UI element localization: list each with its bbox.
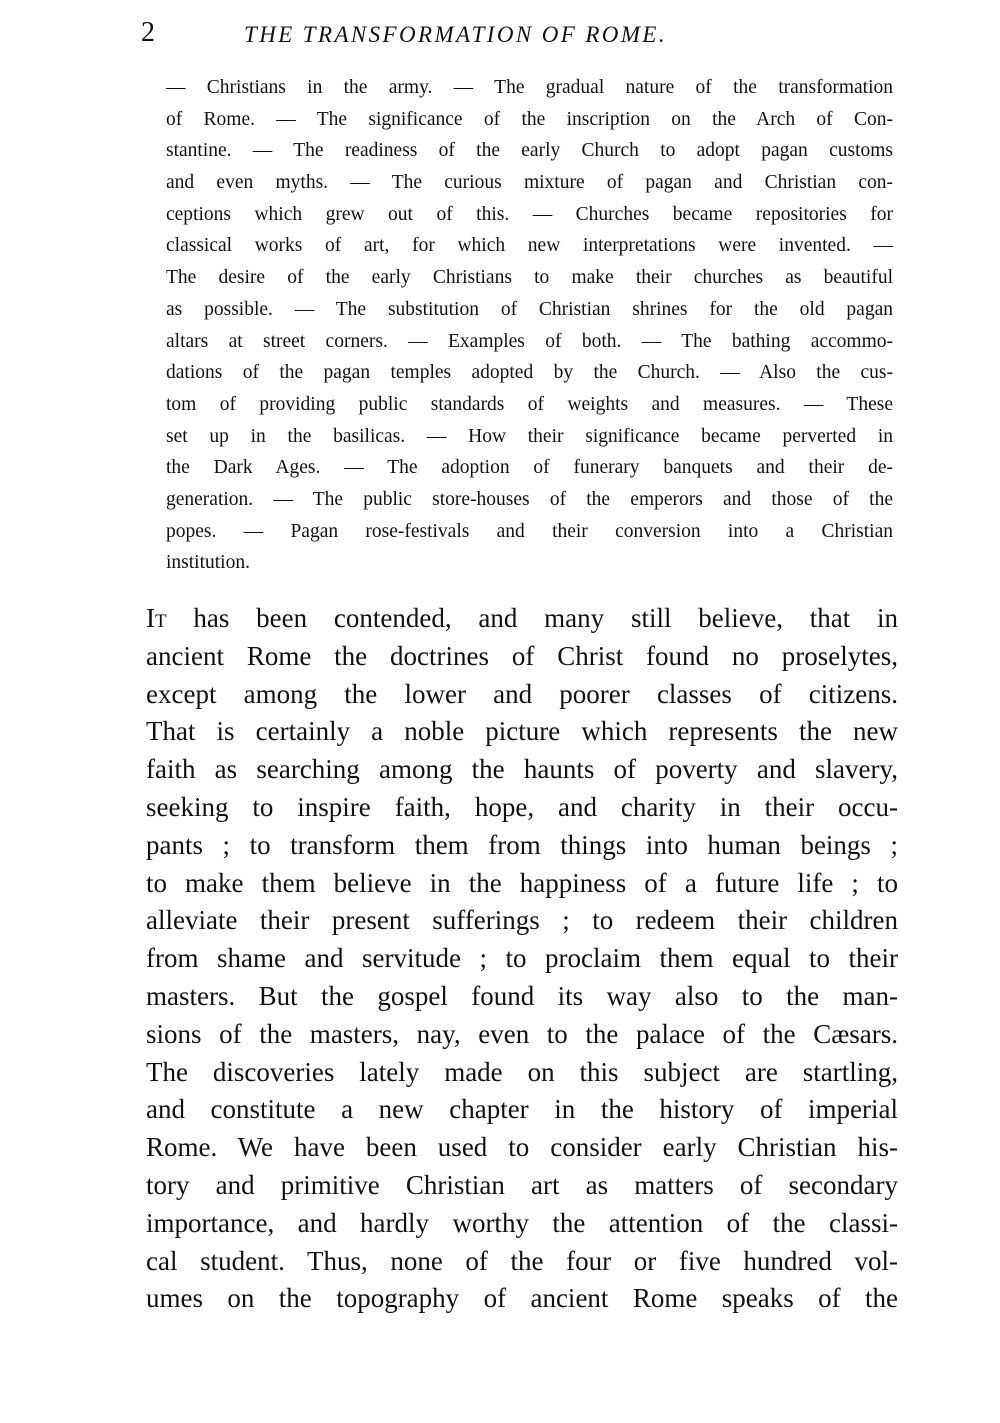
body-line: masters. But the gospel found its way also to the man-: [146, 980, 898, 1011]
page-number: 2: [141, 17, 155, 48]
summary-line: of Rome. — The significance of the inscription on the Arch of Con-: [166, 108, 893, 130]
body-line: tory and primitive Christian art as matters of secondary: [146, 1169, 898, 1200]
summary-line: and even myths. — The curious mixture of pagan and Christian con-: [166, 172, 893, 194]
summary-line: tom of providing public standards of weights and measures. — These: [166, 393, 893, 415]
summary-line: the Dark Ages. — The adoption of funerary banquets and their de-: [166, 457, 893, 479]
drop-word: It: [146, 603, 167, 633]
running-title: THE TRANSFORMATION OF ROME.: [244, 22, 667, 47]
summary-line: The desire of the early Christians to make their churches as beautiful: [166, 267, 893, 289]
body-line: The discoveries lately made on this subject are startling,: [146, 1056, 898, 1087]
body-line: ancient Rome the doctrines of Christ found no proselytes,: [146, 640, 898, 671]
summary-line: set up in the basilicas. — How their significance became perverted in: [166, 425, 893, 447]
summary-line: as possible. — The substitution of Christian shrines for the old pagan: [166, 298, 893, 320]
body-line: sions of the masters, nay, even to the palace of the Cæsars.: [146, 1018, 898, 1049]
body-line: cal student. Thus, none of the four or five hundred vol-: [146, 1245, 898, 1276]
body-line: importance, and hardly worthy the attention of the classi-: [146, 1207, 898, 1238]
summary-line: stantine. — The readiness of the early Church to adopt pagan customs: [166, 140, 893, 162]
summary-line: ceptions which grew out of this. — Churches became repositories for: [166, 203, 893, 225]
body-text: [146, 600, 898, 1318]
summary-line: classical works of art, for which new interpretations were invented. —: [166, 235, 893, 257]
body-line: to make them believe in the happiness of a future life ; to: [146, 867, 898, 898]
body-line: alleviate their present sufferings ; to redeem their children: [146, 905, 898, 936]
summary-line: institution.: [166, 552, 250, 574]
body-line: umes on the topography of ancient Rome speaks of the: [146, 1283, 898, 1314]
chapter-summary: [166, 72, 893, 579]
body-line: except among the lower and poorer classes of citizens.: [146, 678, 898, 709]
body-line: faith as searching among the haunts of poverty and slavery,: [146, 754, 898, 785]
summary-line: popes. — Pagan rose-festivals and their conversion into a Christian: [166, 520, 893, 542]
body-line: That is certainly a noble picture which represents the new: [146, 716, 898, 747]
body-line: pants ; to transform them from things into human beings ;: [146, 829, 898, 860]
body-line: [146, 600, 898, 638]
body-line: Rome. We have been used to consider early Christian his-: [146, 1132, 898, 1163]
summary-line: generation. — The public store-houses of the emperors and those of the: [166, 488, 893, 510]
summary-line: dations of the pagan temples adopted by the Church. — Also the cus-: [166, 362, 893, 384]
body-line: and constitute a new chapter in the history of imperial: [146, 1094, 898, 1125]
body-line-text: has been contended, and many still believe, that in: [166, 603, 898, 633]
summary-line: altars at street corners. — Examples of both. — The bathing accommo-: [166, 330, 893, 352]
summary-line: — Christians in the army. — The gradual nature of the transformation: [166, 77, 893, 98]
body-line: from shame and servitude ; to proclaim them equal to their: [146, 943, 898, 974]
body-line: seeking to inspire faith, hope, and charity in their occu-: [146, 791, 898, 822]
